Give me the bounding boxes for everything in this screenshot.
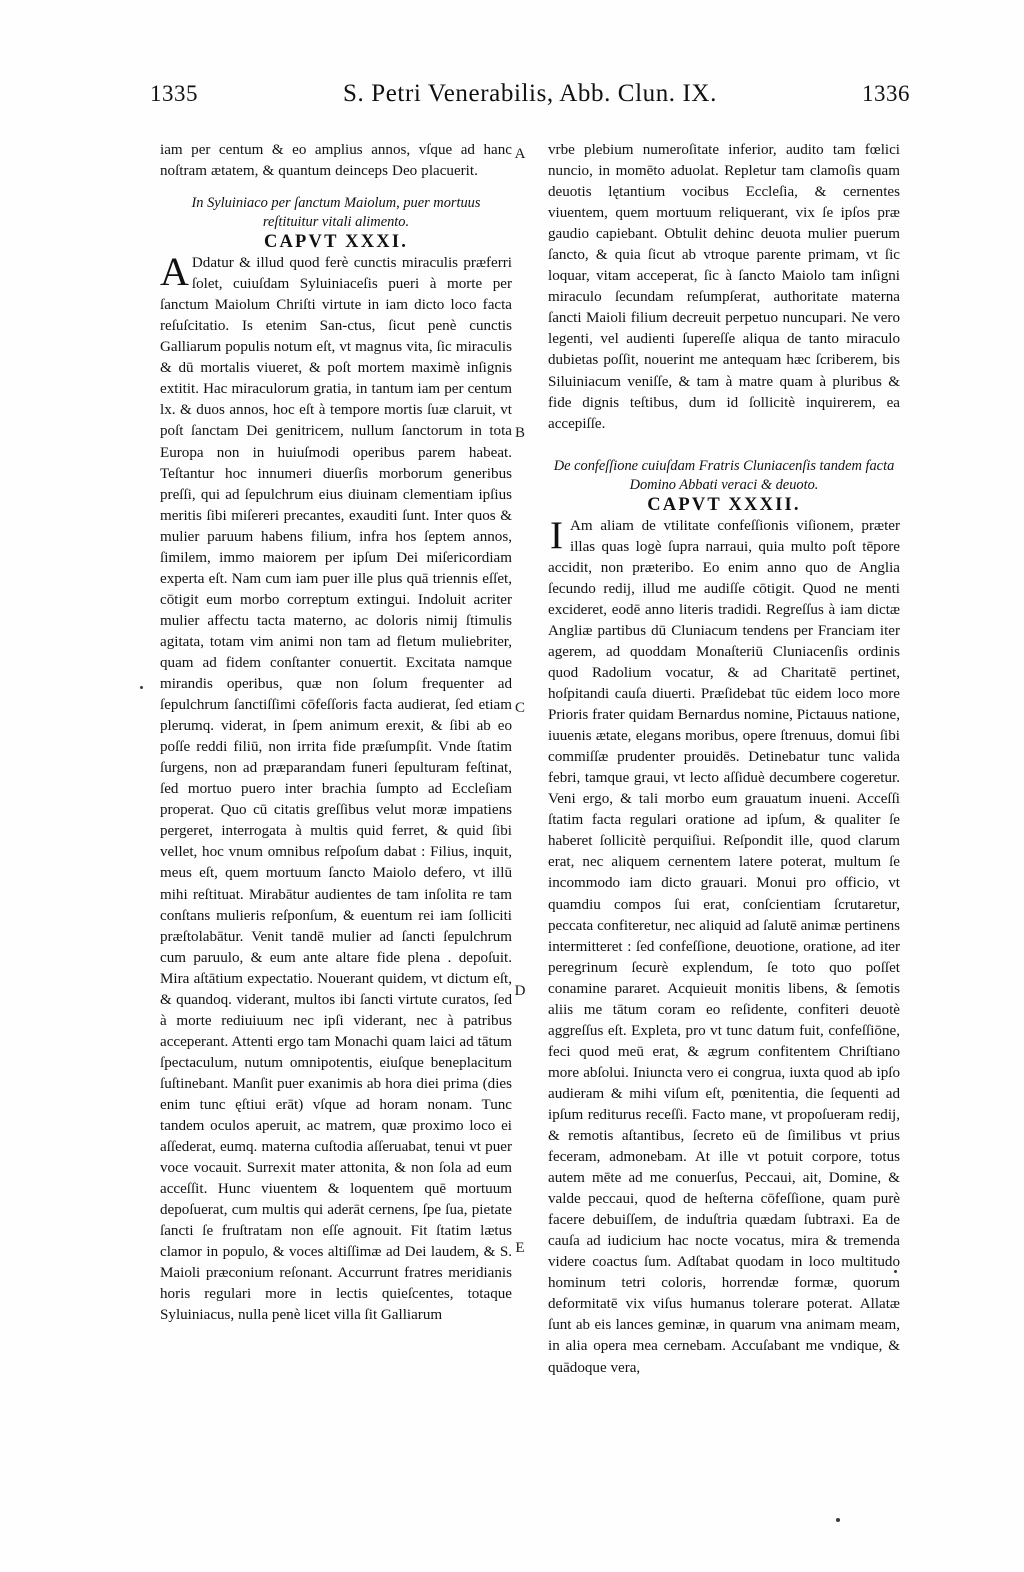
left-column xyxy=(160,140,512,1480)
text-columns xyxy=(150,140,910,1480)
scan-speck xyxy=(836,1518,840,1522)
left-chapter-body xyxy=(160,249,512,1326)
spacer xyxy=(548,435,900,457)
left-chapter-body-text: Ddatur & illud quod ferè cunctis miraculis præferri ſolet, cuiuſdam Syluiniaceſis pueri à morte per ſanctum Maiolum Chriſti virtute in iam dicto loco facta reſuſcitatio. Is etenim San-ctus, ſicut penè cunctis Galliarum populis notum eſt, vt magnus vita, ſic miraculis & dū mortalis viueret, & poſt mortem maximè inſignis extitit. Hac miraculorum gratia, in tantum iam per centum lx. & duos annos, hoc eſt à tempore mortis ſuæ claruit, vt poſt ſanctam Dei genitricem, nullum ſanctorum in tota Europa non in huiuſmodi operibus parem habeat. Teſtantur hoc innumeri diuerſis morborum generibus preſſi, qui ad ſepulchrum eius diuinam clementiam ipſius meritis ſibi miſereri precantes, exauditi ſunt. Inter quos & mulier paruum habens filium, infra hos ſeptem annos, ſimilem, immo maiorem per ipſum Dei miſericordiam experta eſt. Nam cum iam puer ille plus quā triennis eſſet, cōtigit eum morbo correptum extingui. Indoluit acriter mulier affectu tacta materno, ac doloris nimij ſtimulis agitata, totam vim animi non tam ad fletum muliebriter, quam ad fidem conſtanter conuertit. Excitata namque mirandis operibus, quæ non ſolum frequenter ad ſepulchrum ſanctiſſimi cōfeſſoris facta audierat, ſed etiam plerumq. viderat, in ſpem animum erexit, & ſibi ab eo poſſe reddi filiū, non irrita fide præſumpſit. Vnde ſtatim ſurgens, non ad præparandam funeri ſepulturam feſtinat, ſed mortuo puero inter brachia ſumpto ad Eccleſiam properat. Quo cū citatis greſſibus velut moræ impatiens pergeret, interrogata à multis quid ferret, & quid ſibi vellet, hoc vnum omnibus reſpoſum dabat : Filius, inquit, meus eſt, quem mortuum ſancto Maiolo defero, vt illū mihi reſtituat. Mirabātur audientes de tam inſolita re tam conſtans mulieris reſponſum, & euentum rei iam ſolliciti præſtolabātur. Venit tandē mulier ad ſancti ſepulchrum cum paruulo, & eum ante altare fide plena . depoſuit. Mira aſtātium expectatio. Nouerant quidem, vt dictum eſt, & quandoq. viderant, multos ibi ſancti virtute curatos, ſed à morte rediuiuum nec ipſi viderant, nec à patribus acceperant. Attenti ergo tam Monachi quam laici ad tātum ſpectaculum, nutum omnipotentis, eiuſque beneplacitum ſuſtinebant. Manſit puer exanimis ab hora diei prima (dies enim tunc ęſtiui erāt) vſque ad horam nonam. Tunc tandem oculos aperuit, ac matrem, quæ proximo loco ei aſſederat, eumq. materna cuſtodia aſſeruabat, tenui vt puer voce vocauit. Surrexit mater attonita, & non ſola ad eum acceſſit. Hunc viuentem & loquentem quē mortuum depoſuerat, cum multis qui aderāt cernens, ſpe ſua, pietate ſancti ſe fruſtratam non eſſe agnouit. Fit ſtatim lætus clamor in populo, & voces altiſſimæ ad Dei laudem, & S. Maioli præconium reſonant. Accurrunt fratres meridianis horis regulari more in lectis quieſcentes, totaque Syluiniacus, nulla penè licet villa ſit Galliarum xyxy=(160,255,512,1324)
right-chapter-body xyxy=(548,513,900,1379)
scan-speck xyxy=(140,686,143,689)
margin-letter-c: C xyxy=(514,700,525,716)
right-column xyxy=(548,140,900,1480)
right-chapter-body-text: Am aliam de vtilitate confeſſionis viſionem, præter illas quas logè ſupra narraui, quia multo poſt tēpore accidit, non præteribo. Eo enim anno quo de Anglia ſecundo redij, illud me audiſſe cōtigit. Quod ne menti excideret, eodē anno literis tradidi. Regreſſus à iam dictæ Angliæ partibus dū Cluniacum tendens per Franciam iter agerem, ad quoddam Monaſteriū Cluniacenſis ordinis quod Radolium vocatur, & ad Charitatē pertinet, hoſpitandi cauſa diuerti. Præſidebat tūc eidem loco more Prioris frater quidam Bernardus nomine, Pictauus natione, iuuenis ætate, elegans moribus, opere ſtrenuus, domui ſibi commiſſæ prudenter prouidēs. Detinebatur tunc valida febri, tamque graui, vt lecto aſſiduè decumbere cogeretur. Veni ergo, & tali morbo eum grauatum inueni. Acceſſi ſtatim facta regulari oratione ad ipſum, & qualiter ſe haberet ſollicitè perquiſiui. Reſpondit ille, quod clarum erat, nec aliquem cernentem latere poterat, multum ſe incommodo iam dicto grauari. Monui pro officio, vt quamdiu compos ſui erat, conſcientiam ſcrutaretur, peccata confiteretur, nec aliquid ad ſalutē animæ pertinens intermitteret : ſed confeſſione, deuotione, oratione, ad iter peregrinum ſecurè explendum, ſe toto quo poſſet conamine pararet. Acquieuit monitis libens, & ſemotis aliis me tātum coram eo reſidente, confiteri deuotè aggreſſus eſt. Expleta, pro vt tunc datum fuit, confeſſiōne, feci quod meū erat, & ægrum confitentem Chriſtiano more abſolui. Iniuncta vero ei congrua, iuxta quod ab ipſo audieram & mihi viſum eſt, pœnitentia, die ſequenti ad ipſum rediturus receſſi. Facto mane, vt propoſueram redij, & remotis aſtantibus, ſecreto eū de ſimilibus vt prius feceram, admonebam. At ille vt potuit corpore, totus autem mēte ad me conuerſus, Peccaui, ait, Domine, & valde peccaui, quod de heſterna cōfeſſione, quam purè facere debuiſſem, de induſtria quædam ſubtraxi. Ea de cauſa ad iudicium hac nocte vocatus, mira & tremenda videre coactus ſum. Adſtabat quodam in loco multitudo hominum tetri coloris, horrendæ formæ, quorum deformitatē vix viſus humanus tolerare poterat. Allatæ ſunt ab eis lances geminæ, in quarum vna animam meam, in alia opera mea cernebam. Accuſabant me vndique, & quādoque vera, xyxy=(548,517,900,1376)
margin-letter-b: B xyxy=(514,425,525,441)
drop-cap-letter: I xyxy=(550,513,563,557)
running-head xyxy=(150,80,910,126)
left-chapter-argument: In Syluiniaco per ſanctum Maiolum, puer mortuus reſtituitur vitali alimento. xyxy=(191,195,481,231)
scan-speck xyxy=(894,1270,897,1273)
margin-letter-a: A xyxy=(514,146,526,162)
folio-number-right: 1336 xyxy=(861,81,910,106)
spacer xyxy=(160,182,512,194)
page-title: S. Petri Venerabilis, Abb. Clun. IX. xyxy=(343,80,717,107)
drop-cap-letter: A xyxy=(160,249,189,295)
right-chapter-argument: De confeſſione cuiuſdam Fratris Cluniacenſis tandem facta Domino Abbati veraci & deuoto. xyxy=(553,457,895,493)
right-chapter-heading: CAPVT XXXII. xyxy=(647,494,801,515)
margin-letter-d: D xyxy=(514,983,526,999)
folio-number-left: 1335 xyxy=(150,81,198,106)
margin-letter-e: E xyxy=(515,1240,525,1256)
left-chapter-heading: CAPVT XXXI. xyxy=(263,232,409,253)
left-continued-paragraph: iam per centum & eo amplius annos, vſque ad hanc noſtram ætatem, & quantum deinceps Deo placuerit. xyxy=(160,142,512,180)
right-continued-paragraph: vrbe plebium numeroſitate inferior, audito tam fœlici nuncio, in momēto aduolat. Repletur tam clamoſis quam deuotis lętantium vocibus Eccleſia, & cernentes viuentem, quem mortuum reliquerant, vix ſe ipſos præ gaudio capiebant. Obtulit dehinc deuota mulier puerum ſancto, & quia ſicut ab vtroque parente primam, vt ſic loquar, vitam acceperat, ſic à ſancto Maiolo tam inſigni miraculo ſecundam reſumpſerat, authoritate materna ſancti Maioli filium decreuit perpetuo nuncupari. Ne vero legenti, vel audienti ſupereſſe aliqua de tanto miraculo dubietas poſſit, nouerint me antequam hæc ſcriberem, bis Siluiniacum veniſſe, & tam à matre quam à pluribus & fide dignis teſtibus, dum id ſollicitè inquirerem, ea accepiſſe. xyxy=(548,142,900,432)
